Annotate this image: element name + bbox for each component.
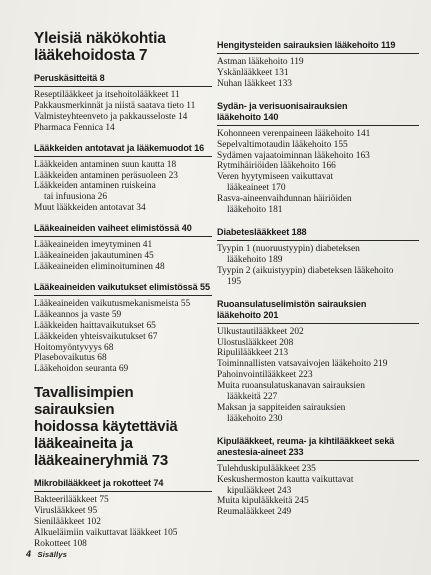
part2-title-line: hoidossa käytettäviä — [34, 418, 178, 436]
section-title — [217, 436, 419, 458]
toc-entry: Ulostuslääkkeet 208 — [217, 337, 294, 348]
toc-entry: Rasva-aineenvaihdunnan häiriöiden — [217, 194, 352, 205]
section-title-line: Sydän- ja verisuonisairauksien — [217, 100, 348, 111]
toc-entry: Sydämen vajaatoiminnan lääkehoito 163 — [217, 150, 370, 161]
section-title-line: Kipulääkkeet, reuma- ja kihtilääkkeet sekä — [217, 435, 395, 446]
toc-entry: Reumalääkkeet 249 — [217, 507, 292, 518]
section-title — [217, 227, 419, 238]
toc-entry: Tulehduskipulääkkeet 235 — [217, 463, 316, 474]
toc-entry: Ulkustautilääkkeet 202 — [217, 326, 304, 337]
toc-entry: 195 — [227, 276, 242, 287]
toc-entry: Lääkeaineiden vaikutusmekanismeista 55 — [34, 298, 191, 309]
section-rule — [217, 240, 419, 241]
section-rule — [217, 53, 419, 54]
part1-title — [34, 30, 212, 64]
toc-entry: tai infuusiona 26 — [44, 192, 108, 203]
section-title: Lääkeaineiden vaiheet elimistössä 40 — [34, 223, 192, 234]
part2-title-line: lääkeaineryhmiä 73 — [34, 452, 168, 470]
toc-entry: Kohonneen verenpaineen lääkehoito 141 — [217, 128, 371, 139]
section-title — [217, 299, 419, 321]
toc-section — [217, 101, 419, 216]
section-rule — [34, 236, 212, 237]
section-title: Mikrobilääkkeet ja rokotteet 74 — [34, 478, 164, 489]
toc-entry: Plasebovaikutus 68 — [34, 353, 107, 364]
toc-entry: Muita ruoansulatuskanavan sairauksien — [217, 381, 365, 392]
toc-entry: Rytmihäiriöiden lääkehoito 166 — [217, 161, 336, 172]
toc-entry: lääkehoito 181 — [227, 205, 283, 216]
toc-entry: Reseptilääkkeet ja itsehoitolääkkeet 11 — [34, 90, 180, 100]
section-title-line: Ruoansulatuselimistön sairauksien — [217, 298, 367, 309]
section-rule — [217, 460, 419, 461]
section-title: Peruskäsitteitä 8 — [34, 73, 105, 83]
left-column — [34, 30, 212, 559]
toc-entry: Sienilääkkeet 102 — [34, 517, 101, 528]
toc-entry: Hoitomyöntyvyys 68 — [34, 342, 114, 353]
toc-entry: Rokotteet 108 — [34, 538, 87, 549]
toc-section — [34, 73, 212, 134]
section-title: Lääkeaineiden vaikutukset elimistössä 55 — [34, 281, 210, 292]
toc-entry: Lääkkeiden yhteisvaikutukset 67 — [34, 331, 158, 342]
toc-entry: Sepelvaltimotaudin lääkehoito 155 — [217, 139, 348, 150]
toc-section — [34, 282, 212, 375]
part2-sections — [34, 478, 212, 550]
toc-entry: Lääkeaineiden eliminoituminen 48 — [34, 261, 165, 272]
footer-label: Sisällys — [37, 550, 68, 559]
section-title-line: Diabeteslääkkeet 188 — [217, 226, 307, 237]
part2-title-line: lääkeaineita ja — [34, 435, 133, 453]
toc-entry: Lääkeannos ja vaste 59 — [34, 309, 122, 320]
part2-title-line: Tavallisimpien sairauksien — [34, 384, 134, 419]
right-column — [217, 40, 419, 529]
toc-entry: Muut lääkkeiden antotavat 34 — [34, 203, 146, 214]
toc-entry: Tyypin 1 (nuoruustyypin) diabeteksen — [217, 243, 360, 254]
toc-entry: Lääkehoidon seuranta 69 — [34, 364, 129, 375]
toc-entry: Tyypin 2 (aikuistyypin) diabeteksen lääkehoito — [217, 265, 394, 276]
toc-entry: kipulääkkeet 243 — [227, 485, 292, 496]
section-title-line: lääkehoito 201 — [217, 309, 279, 320]
section-rule — [34, 491, 212, 492]
toc-entry: Keskushermoston kautta vaikuttavat — [217, 474, 354, 485]
section-rule — [34, 156, 212, 157]
toc-entry: Astman lääkehoito 119 — [217, 57, 304, 67]
toc-entry: Pahoinvointilääkkeet 223 — [217, 370, 313, 381]
toc-entry: Valmisteyhteenveto ja pakkausseloste 14 — [34, 111, 188, 122]
part1-title-line1: Yleisiä näkökohtia — [34, 30, 166, 47]
toc-entry: Lääkkeiden haittavaikutukset 65 — [34, 320, 156, 331]
toc-entry: Toiminnallisten vatsavaivojen lääkehoito 219 — [217, 359, 388, 370]
toc-entry: lääkkeitä 227 — [227, 392, 278, 403]
toc-section — [217, 436, 419, 519]
toc-entry: lääkehoito 230 — [227, 413, 283, 424]
toc-entry: Yskänlääkkeet 131 — [217, 67, 289, 78]
toc-entry: Bakteerilääkkeet 75 — [34, 495, 109, 506]
part1-sections — [34, 73, 212, 375]
toc-section — [34, 143, 212, 215]
toc-section — [34, 223, 212, 273]
toc-entry: Lääkkeiden antaminen suun kautta 18 — [34, 159, 177, 170]
toc-entry: Pharmaca Fennica 14 — [34, 122, 115, 133]
section-title-line: lääkehoito 140 — [217, 111, 279, 122]
part2-title — [34, 384, 212, 469]
section-title: Lääkkeiden antotavat ja lääkemuodot 16 — [34, 142, 205, 153]
toc-entry: Ripulilääkkeet 213 — [217, 348, 289, 359]
section-title — [217, 101, 419, 123]
section-title-line: anestesia-aineet 233 — [217, 446, 304, 457]
toc-entry: Nuhan lääkkeet 133 — [217, 78, 292, 89]
toc-entry: Lääkkeiden antaminen ruiskeina — [34, 181, 156, 192]
toc-entry: Viruslääkkeet 95 — [34, 506, 98, 517]
section-rule — [34, 295, 212, 296]
toc-entry: Alkueläimiin vaikuttavat lääkkeet 105 — [34, 527, 178, 538]
toc-section — [217, 299, 419, 425]
toc-entry: lääkehoito 189 — [227, 254, 283, 265]
toc-entry: Muita kipulääkkeitä 245 — [217, 496, 309, 507]
section-rule — [34, 86, 212, 87]
toc-entry: Lääkkeiden antaminen peräsuoleen 23 — [34, 170, 178, 181]
section-title-line: Hengitysteiden sairauksien lääkehoito 119 — [217, 40, 396, 50]
toc-entry: Lääkeaineiden imeytyminen 41 — [34, 240, 153, 251]
toc-section — [34, 478, 212, 550]
section-title — [217, 40, 419, 51]
page-number: 4 — [26, 549, 32, 559]
part1-title-line2: lääkehoidosta 7 — [34, 47, 148, 64]
toc-entry: lääkeaineet 170 — [227, 183, 286, 194]
right-sections — [217, 40, 419, 518]
toc-section — [217, 40, 419, 90]
page-footer — [26, 549, 67, 559]
toc-entry: Veren hyytymiseen vaikuttavat — [217, 172, 334, 183]
section-rule — [217, 125, 419, 126]
toc-section — [217, 227, 419, 288]
section-rule — [217, 323, 419, 324]
toc-entry: Lääkeaineiden jakautuminen 45 — [34, 251, 154, 262]
toc-entry: Pakkausmerkinnät ja niistä saatava tieto 11 — [34, 100, 196, 111]
toc-entry: Maksan ja sappiteiden sairauksien — [217, 402, 346, 413]
